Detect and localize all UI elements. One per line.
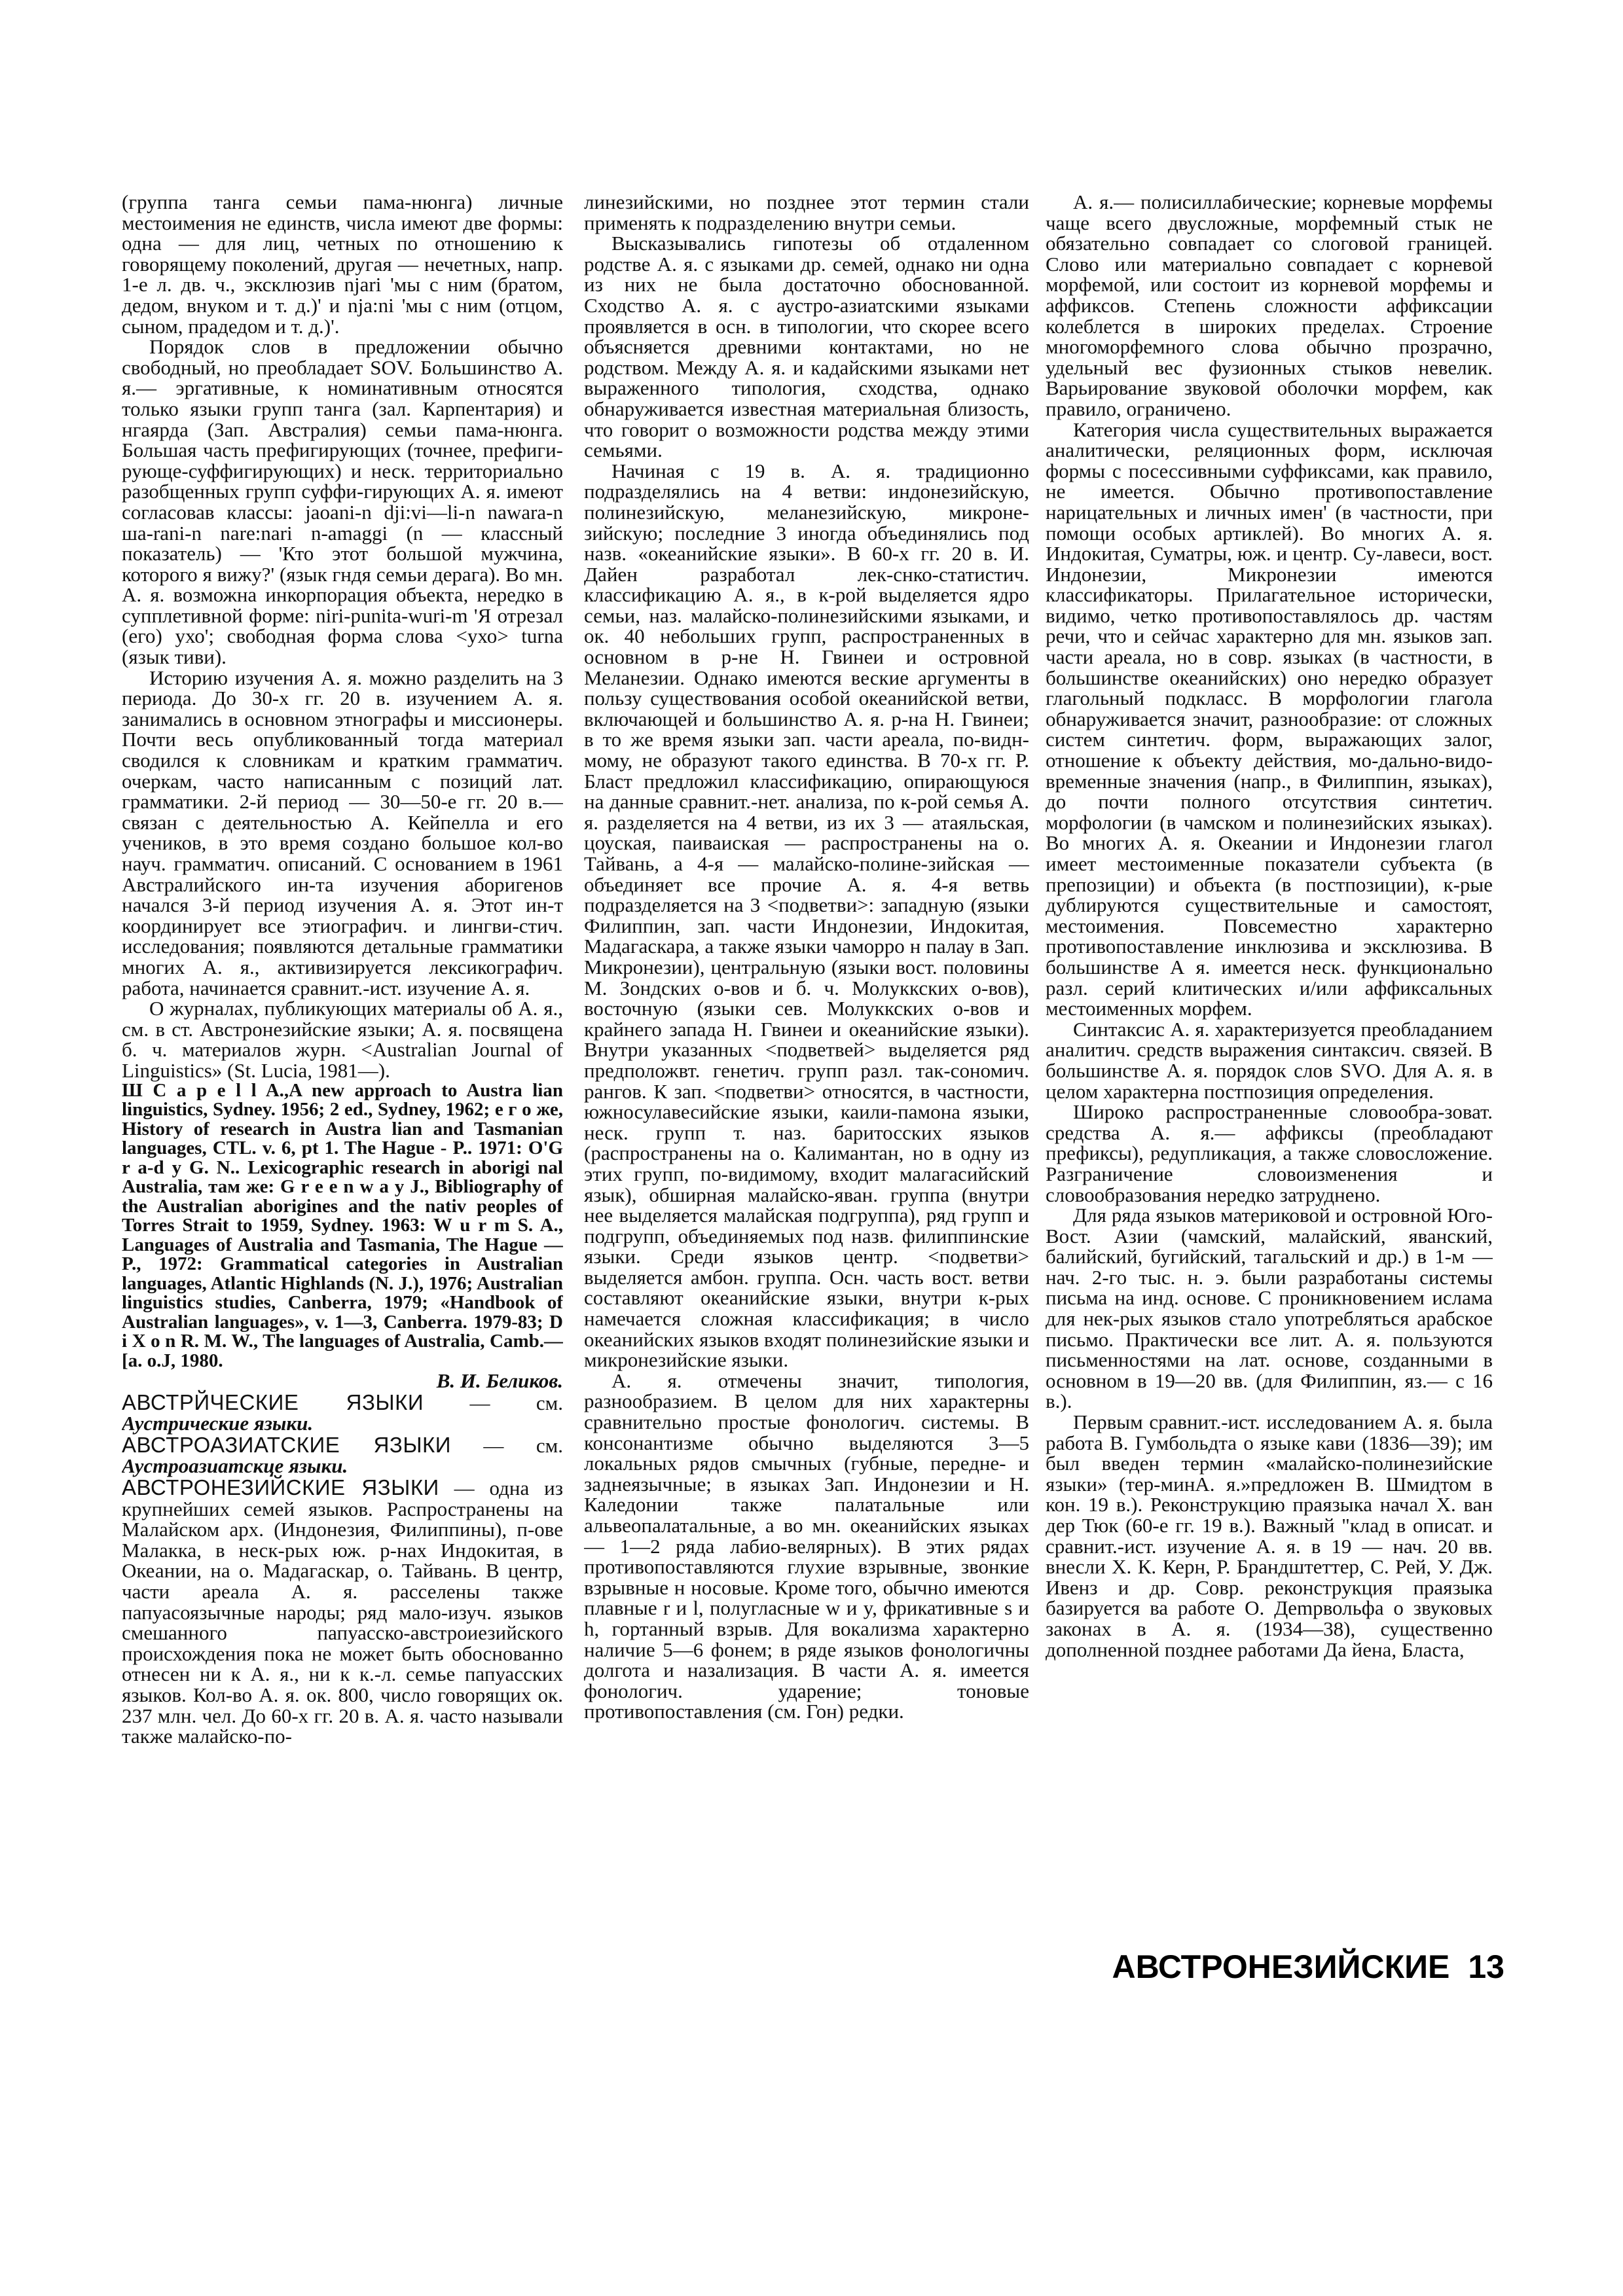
paragraph: Начиная с 19 в. А. я. традиционно подразделялись на 4 ветви: индонезийскую, полинезийскую, меланезийскую, микроне-зийскую; последние 3 иногда объединялись под назв. «океанийские языки». В 60-х гг. 20 в. И. Дайен разработал лек-снко-статистич. классификацию А. я., в к-рой выделяется ядро семьи, наз. малайско-полинезийскими языками, и ок. 40 небольших групп, распространенных в основном в р-не Н. Гвинеи и островной Меланезии. Однако имеются веские аргументы в пользу существования особой океанийской ветви, включающей и большинство А. я. р-на Н. Гвинеи; в то же время языки зап. части ареала, по-видн-мому, не образуют такого единства. В 70-х гг. Р. Бласт предложил классификацию, опирающуюся на данные сравнит.-нет. анализа, по к-рой семья А. я. разделяется на 4 ветви, из их 3 — атаяльская, цоуская, паиваиская — распространены на о. Тайвань, а 4-я — малайско-полине-зийская — объединяет все прочие А. я. 4-я ветвь подразделяется на 3 <подветви>: западную (языки Филиппин, зап. части Индонезии, Индокитая, Мадагаскара, а также языки чаморро н палау в Зап. Микронезии), центральную (языки вост. половины М. Зондских о-вов и б. ч. Молуккских о-вов), восточную (языки сев. Молуккских о-вов и крайнего запада Н. Гвинеи и океанийские языки). Внутри указанных <подветвей> выделяется ряд предположвт. генетич. групп разл. так-сономич. рангов. К зап. <подветви> относятся, в частности, южносулавесийские языки, каили-памона языки, неск. групп т. наз. баритосских языков (распространены на о. Калимантан, но в одну из этих групп, по-видимому, входит малагасийский язык), обширная малайско-яван. группа (внутри нее выделяется малайская подгруппа), ряд групп и подгрупп, объединяемых под назв. филиппинские языки. Среди языков центр. <подветви> выделяется амбон. группа. Осн. часть вост. ветви составляют океанийские языки, внутри к-рых намечается сложная классификация; в число океанийских языков входят полинезийские языки и микронезийские языки. (584, 459, 1029, 1372)
text-column-middle (584, 192, 1029, 1933)
paragraph: О журналах, публикующих материалы об А. я., см. в ст. Австронезийские языки; А. я. посвящена б. ч. материалов журн. <Australian Journal of Linguistics» (St. Lucia, 1981—). (122, 997, 563, 1082)
paragraph: А. я.— полисиллабические; корневые морфемы чаще всего двусложные, морфемный стык не обязательно совпадает со слоговой границей. Слово или материально совпадает с корневой морфемой, или состоит из корневой морфемы и аффиксов. Степень сложности аффиксации колеблется в широких пределах. Строение многоморфемного слова обычно прозрачно, удельный вес фузионных стыков невелик. Варьирование звуковой оболочки морфем, как правило, ограничено. (1046, 192, 1493, 420)
entry-text: — см. (450, 1433, 563, 1457)
running-title: АВСТРОНЕЗИЙСКИЕ (1112, 1948, 1450, 1985)
paragraph: линезийскими, но позднее этот термин стали применять к подразделению внутри семьи. (584, 192, 1029, 234)
entry-reference: Аустроазиатскце языки. (122, 1454, 348, 1478)
paragraph: А. я. отмечены значит, типология, разнообразием. В целом для них характерны сравнительно простые фонологич. системы. В консонантизме обычно выделяются 3—5 локальных рядов смычных (губные, передне- и заднеязычные; в языках Зап. Индонезии и Н. Каледонии также палатальные или альвеопалатальные, а во мн. океанийских языках — 1—2 ряда лабио-велярных). В этих рядах противопоставляются глухие взрывные, звонкие взрывные н носовые. Кроме того, обычно имеются плавные r и l, полугласные w и y, фрикативные s и h, гортанный взрыв. Для вокализма характерно наличие 5—6 фонем; в ряде языков фонологичны долгота и назализация. В части А. я. имеется фонологич. ударение; тоновые противопоставления (см. Гон) редки. (584, 1369, 1029, 1723)
entry-headword: АВСТРЙЧЕСКИЕ ЯЗЫКИ (122, 1390, 424, 1414)
paragraph: Высказывались гипотезы об отдаленном родстве А. я. с языками др. семей, однако ни одна из них не была достаточно обоснованной. Сходство А. я. с аустро-азиатскими языками проявляется в осн. в типологии, что скорее всего объясняется древними контактами, но не родством. Между А. я. и кадайскими языками нет выраженного типология, сходства, однако обнаруживается известная материальная близость, что говорит о возможности родства между этими семьями. (584, 232, 1029, 462)
bibliography: Ш C a p e l l A.,A new approach to Austra lian linguistics, Sydney. 1956; 2 ed., Sydney, 1962; е г о же, History of research in Austra lian and Tasmanian languages, CTL. v. 6, pt 1. The Hague - P.. 1971: O'G r a-d y G. N.. Lexicographic research in aborigi nal Australia, там же: G r e e n w a y J., Bibliography of the Australian aborigines and the nativ peoples of Torres Strait to 1959, Sydney. 1963: W u r m S. A., Languages of Australia and Tasmania, The Hague — P., 1972: Grammatical categories in Australian languages, Atlantic Highlands (N. J.), 1976; Australian linguistics studies, Canberra, 1979; «Handbook of Australian languages», v. 1—3, Canberra. 1979-83; D i X o n R. M. W., The languages of Australia, Camb.— [a. o.J, 1980. (122, 1079, 563, 1371)
entry-text: — одна из крупнейших семей языков. Распространены на Малайском арх. (Индонезия, Филиппины), п-ове Малакка, в неск-рых юж. р-нах Индокитая, в Океании, на о. Мадагаскар, о. Тайвань. В центр, части ареала А. я. расселены также папуасоязычные народы; ряд мало-изуч. языков смешанного папуасско-австроиезийского происхождения пока не может быть обоснованно отнесен ни к А. я., ни к к.-л. семье папуасских языков. Кол-во А. я. ок. 800, число говорящих ок. 237 млн. чел. До 60-х гг. 20 в. А. я. часто называли также малайско-по- (122, 1477, 563, 1748)
paragraph: Первым сравнит.-ист. исследованием А. я. была работа В. Гумбольдта о языке кави (1836—39); им был введен термин «малайско-полинезийские языки» (тер-минА. я.»предложен В. Шмидтом в кон. 19 в.). Реконструкцию праязыка начал X. ван дер Тюк (60-е гг. 19 в.). Важный "клад в описат. и сравнит.-ист. изучение А. я. в 19 — нач. 20 вв. внесли Х. К. Керн, Р. Брандштеттер, С. Рей, У. Дж. Ивенз и др. Совр. реконструкция праязыка базируется ва работе О. Дempвольфа о звуковых законах в А. я. (1934—38), существенно дополненной позднее работами Да йена, Бласта, (1046, 1410, 1493, 1661)
entry-headword: АВСТРОАЗИАТСКИЕ ЯЗЫКИ (122, 1432, 451, 1457)
cross-reference-entry (122, 1434, 563, 1477)
paragraph: Синтаксис А. я. характеризуется преобладанием аналитич. средств выражения синтаксич. связей. В большинстве А. я. порядок слов SVO. Для А. я. в целом характерна постпозиция определения. (1046, 1017, 1493, 1103)
paragraph: Для ряда языков материковой и островной Юго-Вост. Азии (чамский, малайский, яванский, балийский, бугийский, тагальский и др.) в 1-м — нач. 2-го тыс. н. э. были разработаны системы письма на инд. основе. С проникновением ислама для нек-рых языков стало употребляться арабское письмо. Практически все лит. А. я. пользуются письменностями на лат. основе, созданными в основном в 19—20 вв. (для Филиппин, яз.— с 16 в.). (1046, 1204, 1493, 1413)
paragraph: Широко распространенные словообра-зоват. средства А. я.— аффиксы (преобладают префиксы), редупликация, а также словосложение. Разграничение словоизменения и словообразования нередко затруднено. (1046, 1100, 1493, 1206)
text-column-right (1046, 192, 1493, 1933)
running-footer (1053, 1944, 1504, 1990)
entry-reference: Аустрические языки. (122, 1412, 314, 1435)
text-column-left (122, 192, 563, 1933)
page-number: 13 (1468, 1948, 1504, 1985)
paragraph: Порядок слов в предложении обычно свободный, но преобладает SOV. Большинство А. я.— эргативные, к номинативным относятся только языки групп танга (зал. Карпентария) и нгаярда (Зап. Австралия) семьи пама-нюнга. Большая часть префигирующих (точнее, префиги-рующе-суффигирующих) и неск. территориально разобщенных групп суффи-гирующих А. я. имеют согласовав классы: jaoani-n dji:vi—li-n nawara-n ша-rani-n nare:nari n-amaggi (n — классный показатель) — 'Кто этот большой мужчина, которого я вижу?' (язык гндя семьи дерага). Во мн. А. я. возможна инкорпорация объекта, нередко в супплетивной форме: niri-punita-wuri-m 'Я отрезал (его) ухо'; свободная форма слова <ухо> turna (язык тиви). (122, 335, 563, 669)
entry-headword: АВСТРОНЕЗИЙСКИЕ ЯЗЫКИ (122, 1475, 439, 1499)
article-entry (122, 1477, 563, 1747)
author-signature: В. И. Беликов. (436, 1369, 563, 1393)
paragraph: Историю изучения А. я. можно разделить на 3 периода. До 30-х гг. 20 в. изучением А. я. занимались в основном этнографы и миссионеры. Почти весь опубликованный тогда материал сводился к словникам и кратким грамматич. очеркам, часто написанным с позиций лат. грамматики. 2-й период — 30—50-е гг. 20 в.— связан с деятельностью А. Кейпелла и его учеников, в это время создано большое кол-во науч. грамматич. описаний. С основанием в 1961 Австралийского ин-та изучения аборигенов начался 3-й период изучения А. я. Этот ин-т координирует все этиографич. и лингви-стич. исследования; появляются детальные грамматики многих А. я., активизируется лексикографич. работа, начинается сравнит.-ист. изучение А. я. (122, 666, 563, 999)
paragraph: (группа танга семьи пама-нюнга) личные местоимения не единств, числа имеют две формы: одна — для лиц, четных по отношению к говорящему поколений, другая — нечетных, напр. 1-е л. дв. ч., эксклюзив njari 'мы с ним (братом, дедом, внуком и т. д.)' и nja:ni 'мы с ним (отцом, сыном, прадедом и т. д.)'. (122, 192, 563, 338)
paragraph: Категория числа существительных выражается аналитически, реляционных форм, исключая формы с посессивными суффиксами, как правило, не имеется. Обычно противопоставление нарицательных и личных имен' (в частности, при помощи особых артиклей). Во многих А. я. Индокитая, Суматры, юж. и центр. Су-лавеси, вост. Индонезии, Микронезии имеются классификаторы. Прилагательное исторически, видимо, четко противопоставлялось др. частям речи, что и сейчас характерно для мн. языков зап. части ареала, но в совр. языках (в частности, в большинстве океанийских) оно нередко образует глагольный подкласс. В морфологии глагола обнаруживается значит, разнообразие: от сложных систем синтетич. форм, выражающих залог, отношение к объекту действия, мо-дально-видо-временные значения (напр., в Филиппин, языках), до почти полного отсутствия синтетич. морфологии (в чамском и полинезийских языках). Во многих А. я. Океании и Индонезии глагол имеет местоименные показатели субъекта (в препозиции) и объекта (в постпозиции), к-рые дублируются существительные и самостоят, местоимения. Повсеместно характерно противопоставление инклюзива и эксклюзива. В большинстве А я. имеется неск. функционально разл. серий клитических и/или аффиксальных местоименных морфем. (1046, 418, 1493, 1020)
cross-reference-entry (122, 1391, 563, 1434)
entry-text: — см. (424, 1391, 563, 1414)
